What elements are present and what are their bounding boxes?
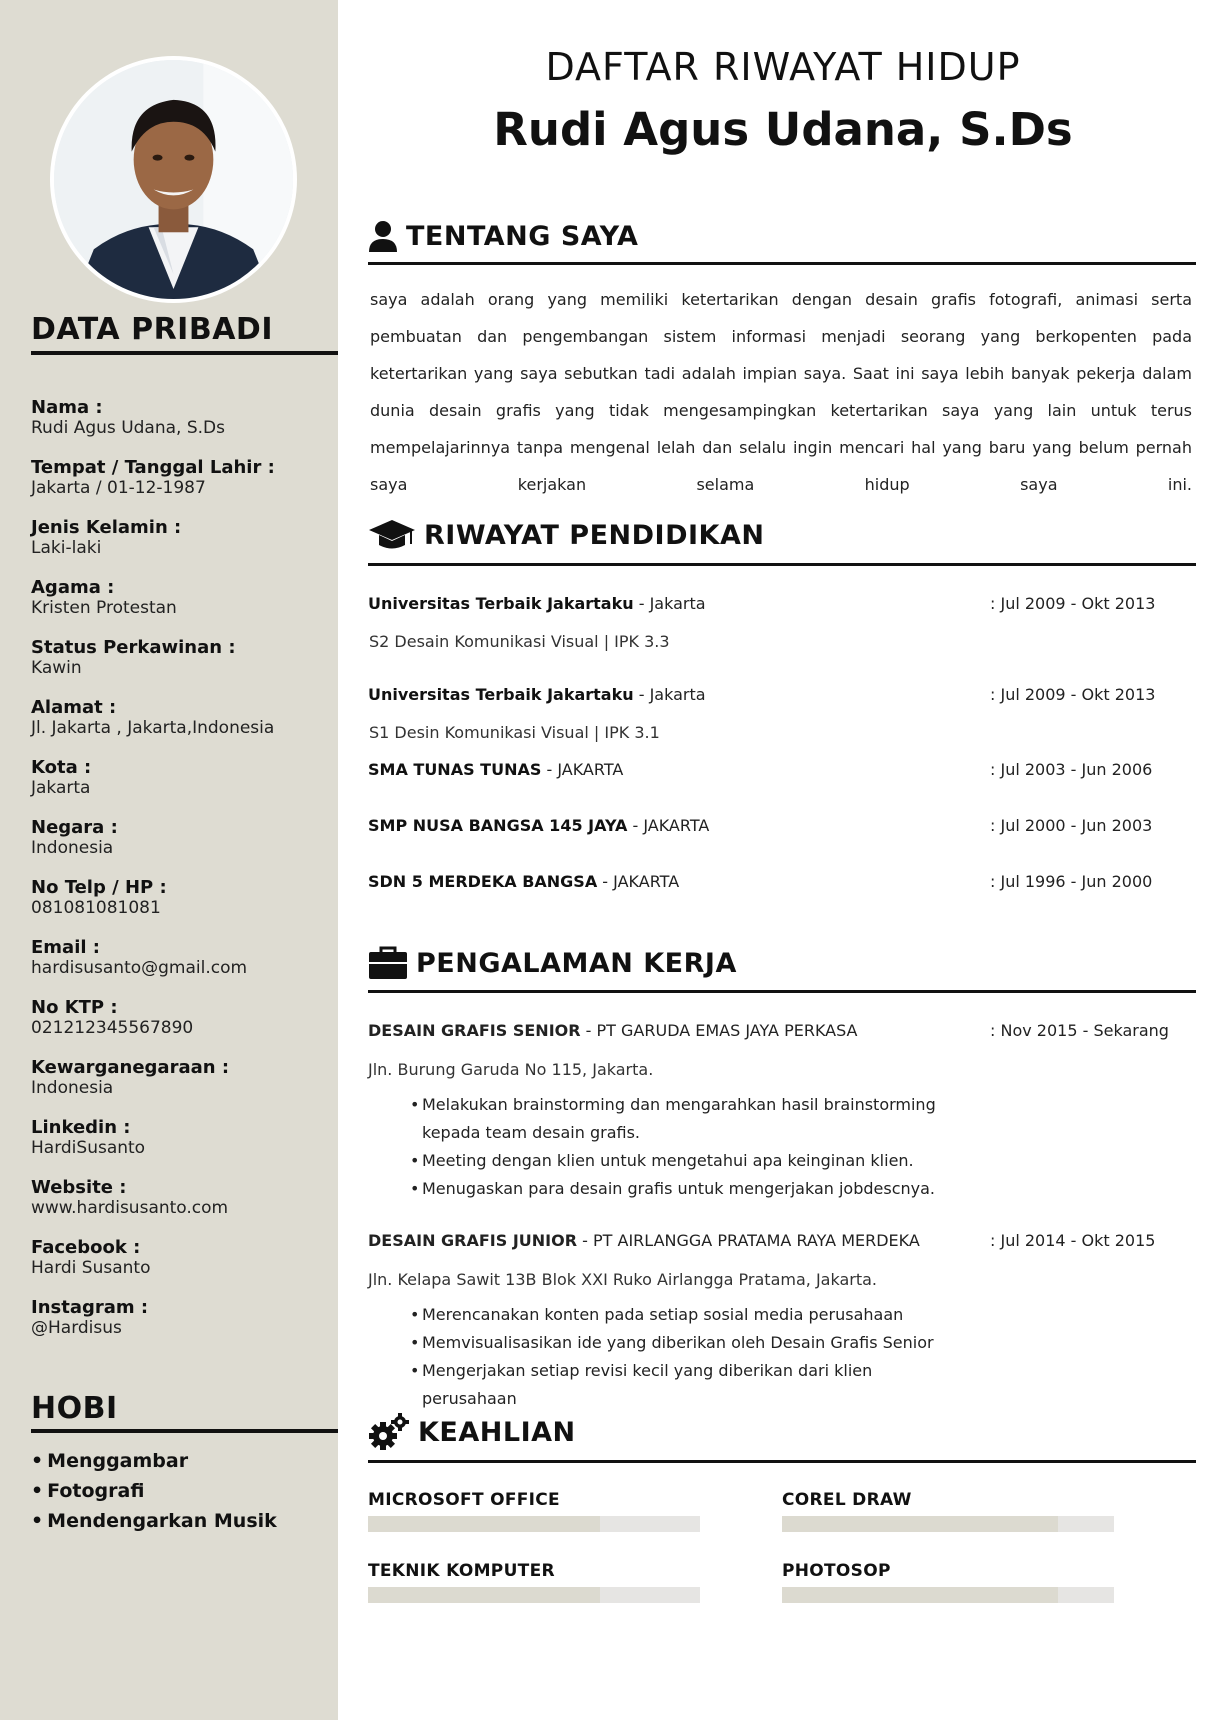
education-item <box>368 760 1196 779</box>
school-place: - Jakarta <box>633 594 706 613</box>
skill-bar <box>782 1587 1114 1603</box>
job-date: : Nov 2015 - Sekarang <box>990 1021 1169 1040</box>
education-detail: S1 Desin Komunikasi Visual | IPK 3.1 <box>369 723 660 742</box>
hobby-list <box>31 1446 277 1536</box>
personal-field-label: Tempat / Tanggal Lahir : <box>31 457 275 478</box>
personal-data-rule <box>31 351 338 355</box>
job-duty: • Menugaskan para desain grafis untuk mengerjakan jobdescnya. <box>410 1175 970 1203</box>
hobby-heading: HOBI <box>31 1391 118 1426</box>
personal-field <box>31 758 331 818</box>
school-name: Universitas Terbaik Jakartaku <box>368 594 634 613</box>
school-place: - JAKARTA <box>627 816 710 835</box>
personal-field-value: 081081081081 <box>31 898 161 918</box>
gears-icon <box>368 1412 410 1452</box>
hobby-item: • Mendengarkan Musik <box>31 1506 277 1536</box>
education-rule <box>368 563 1196 566</box>
job-date: : Jul 2014 - Okt 2015 <box>990 1231 1156 1250</box>
personal-field <box>31 458 331 518</box>
personal-field-value: www.hardisusanto.com <box>31 1198 229 1218</box>
profile-photo <box>50 56 297 303</box>
personal-field-label: Email : <box>31 937 101 958</box>
about-heading <box>368 216 638 256</box>
hobby-rule <box>31 1429 338 1433</box>
personal-field-label: Negara : <box>31 817 118 838</box>
personal-field-label: Facebook : <box>31 1237 141 1258</box>
personal-field <box>31 1058 331 1118</box>
personal-field-value: Kawin <box>31 658 82 678</box>
skill-bar-fill <box>782 1587 1058 1603</box>
education-item <box>368 872 1196 891</box>
personal-field-label: Nama : <box>31 397 103 418</box>
job-title: DESAIN GRAFIS SENIOR <box>368 1021 581 1040</box>
personal-field <box>31 518 331 578</box>
personal-field-label: Kota : <box>31 757 92 778</box>
job-duties <box>410 1301 970 1413</box>
skill-bar <box>368 1587 700 1603</box>
personal-field-label: Agama : <box>31 577 115 598</box>
school-name: Universitas Terbaik Jakartaku <box>368 685 634 704</box>
personal-field-label: Instagram : <box>31 1297 149 1318</box>
school-place: - JAKARTA <box>597 872 680 891</box>
skill-name: PHOTOSOP <box>782 1561 891 1581</box>
experience-heading <box>368 943 737 983</box>
school-place: - JAKARTA <box>541 760 624 779</box>
profile-photo-image <box>54 60 293 299</box>
skill-name: COREL DRAW <box>782 1490 912 1510</box>
personal-field <box>31 938 331 998</box>
person-name: Rudi Agus Udana, S.Ds <box>493 103 1073 156</box>
job-address: Jln. Kelapa Sawit 13B Blok XXI Ruko Airlangga Pratama, Jakarta. <box>368 1270 877 1289</box>
skill-bar-fill <box>368 1516 600 1532</box>
personal-field-value: Jakarta <box>31 778 91 798</box>
education-title: RIWAYAT PENDIDIKAN <box>424 519 765 551</box>
job-item <box>368 1231 1196 1250</box>
job-duty: • Meeting dengan klien untuk mengetahui apa keinginan klien. <box>410 1147 970 1175</box>
education-date: : Jul 2003 - Jun 2006 <box>990 760 1153 779</box>
personal-field <box>31 1118 331 1178</box>
skills-heading <box>368 1412 576 1452</box>
personal-field-value: hardisusanto@gmail.com <box>31 958 248 978</box>
personal-field-label: Alamat : <box>31 697 117 718</box>
personal-field <box>31 1238 331 1298</box>
personal-field-label: No Telp / HP : <box>31 877 167 898</box>
education-item <box>368 594 1196 613</box>
personal-field <box>31 638 331 698</box>
about-rule <box>368 262 1196 265</box>
personal-data-heading: DATA PRIBADI <box>31 312 273 347</box>
job-duties <box>410 1091 970 1203</box>
job-address: Jln. Burung Garuda No 115, Jakarta. <box>368 1060 654 1079</box>
skill-bar <box>782 1516 1114 1532</box>
personal-field-value: Hardi Susanto <box>31 1258 151 1278</box>
personal-field-value: Jakarta / 01-12-1987 <box>31 478 206 498</box>
experience-title: PENGALAMAN KERJA <box>416 947 737 979</box>
job-company: - PT AIRLANGGA PRATAMA RAYA MERDEKA <box>577 1231 920 1250</box>
hobby-item: • Menggambar <box>31 1446 277 1476</box>
job-item <box>368 1021 1196 1040</box>
education-item <box>368 816 1196 835</box>
about-text: saya adalah orang yang memiliki ketertarikan dengan desain grafis fotografi, animasi serta pembuatan dan pengembangan sistem informasi menjadi seorang yang berkopenten pada ketertarikan yang saya sebutkan tadi adalah impian saya. Saat ini saya lebih banyak pekerja dalam dunia desain grafis yang tidak mengesampingkan ketertarikan saya yang lain untuk terus mempelajarinnya tanpa mengenal lelah dan selalu ingin mencari hal yang baru yang belum pernah saya kerjakan selama hidup saya ini. <box>370 290 1192 494</box>
personal-field-label: Website : <box>31 1177 127 1198</box>
education-detail: S2 Desain Komunikasi Visual | IPK 3.3 <box>369 632 670 651</box>
personal-field-value: Kristen Protestan <box>31 598 177 618</box>
skill-bar-fill <box>368 1587 600 1603</box>
education-item <box>368 685 1196 704</box>
school-name: SMA TUNAS TUNAS <box>368 760 542 779</box>
job-duty: • Melakukan brainstorming dan mengarahkan hasil brainstorming kepada team desain grafis. <box>410 1091 970 1147</box>
job-duty: • Merencanakan konten pada setiap sosial media perusahaan <box>410 1301 970 1329</box>
job-title: DESAIN GRAFIS JUNIOR <box>368 1231 578 1250</box>
personal-field <box>31 398 331 458</box>
personal-field <box>31 818 331 878</box>
personal-field-label: No KTP : <box>31 997 118 1018</box>
education-date: : Jul 2000 - Jun 2003 <box>990 816 1153 835</box>
personal-field-value: Laki-laki <box>31 538 102 558</box>
school-name: SDN 5 MERDEKA BANGSA <box>368 872 598 891</box>
graduation-cap-icon <box>368 518 416 552</box>
skill-name: TEKNIK KOMPUTER <box>368 1561 555 1581</box>
personal-field-value: HardiSusanto <box>31 1138 146 1158</box>
school-name: SMP NUSA BANGSA 145 JAYA <box>368 816 628 835</box>
briefcase-icon <box>368 946 408 980</box>
school-place: - Jakarta <box>633 685 706 704</box>
skills-rule <box>368 1460 1196 1463</box>
personal-field-label: Linkedin : <box>31 1117 131 1138</box>
main-content <box>368 0 1198 1720</box>
job-company: - PT GARUDA EMAS JAYA PERKASA <box>580 1021 858 1040</box>
skill-bar <box>368 1516 700 1532</box>
personal-field-value: Indonesia <box>31 1078 114 1098</box>
education-date: : Jul 2009 - Okt 2013 <box>990 685 1156 704</box>
job-duty: • Mengerjakan setiap revisi kecil yang diberikan dari klien perusahaan <box>410 1357 970 1413</box>
document-title: DAFTAR RIWAYAT HIDUP <box>545 45 1021 89</box>
personal-field <box>31 1298 331 1358</box>
personal-field <box>31 878 331 938</box>
personal-field-value: @Hardisus <box>31 1318 122 1338</box>
skill-name: MICROSOFT OFFICE <box>368 1490 560 1510</box>
sidebar <box>0 0 338 1720</box>
personal-field <box>31 698 331 758</box>
personal-field <box>31 578 331 638</box>
job-duty: • Memvisualisasikan ide yang diberikan oleh Desain Grafis Senior <box>410 1329 970 1357</box>
experience-rule <box>368 990 1196 993</box>
skills-title: KEAHLIAN <box>418 1416 576 1448</box>
personal-field-value: Jl. Jakarta , Jakarta,Indonesia <box>31 718 275 738</box>
personal-field-value: Indonesia <box>31 838 114 858</box>
skill-bar-fill <box>782 1516 1058 1532</box>
personal-field-label: Kewarganegaraan : <box>31 1057 230 1078</box>
personal-field-label: Jenis Kelamin : <box>31 517 182 538</box>
personal-data-list <box>31 398 331 1358</box>
personal-field <box>31 998 331 1058</box>
personal-field-value: Rudi Agus Udana, S.Ds <box>31 418 225 438</box>
education-heading <box>368 515 764 555</box>
personal-field <box>31 1178 331 1238</box>
personal-field-value: 021212345567890 <box>31 1018 194 1038</box>
user-icon <box>368 220 398 252</box>
personal-field-label: Status Perkawinan : <box>31 637 236 658</box>
about-title: TENTANG SAYA <box>406 220 639 252</box>
hobby-item: • Fotografi <box>31 1476 277 1506</box>
education-date: : Jul 2009 - Okt 2013 <box>990 594 1156 613</box>
education-date: : Jul 1996 - Jun 2000 <box>990 872 1153 891</box>
